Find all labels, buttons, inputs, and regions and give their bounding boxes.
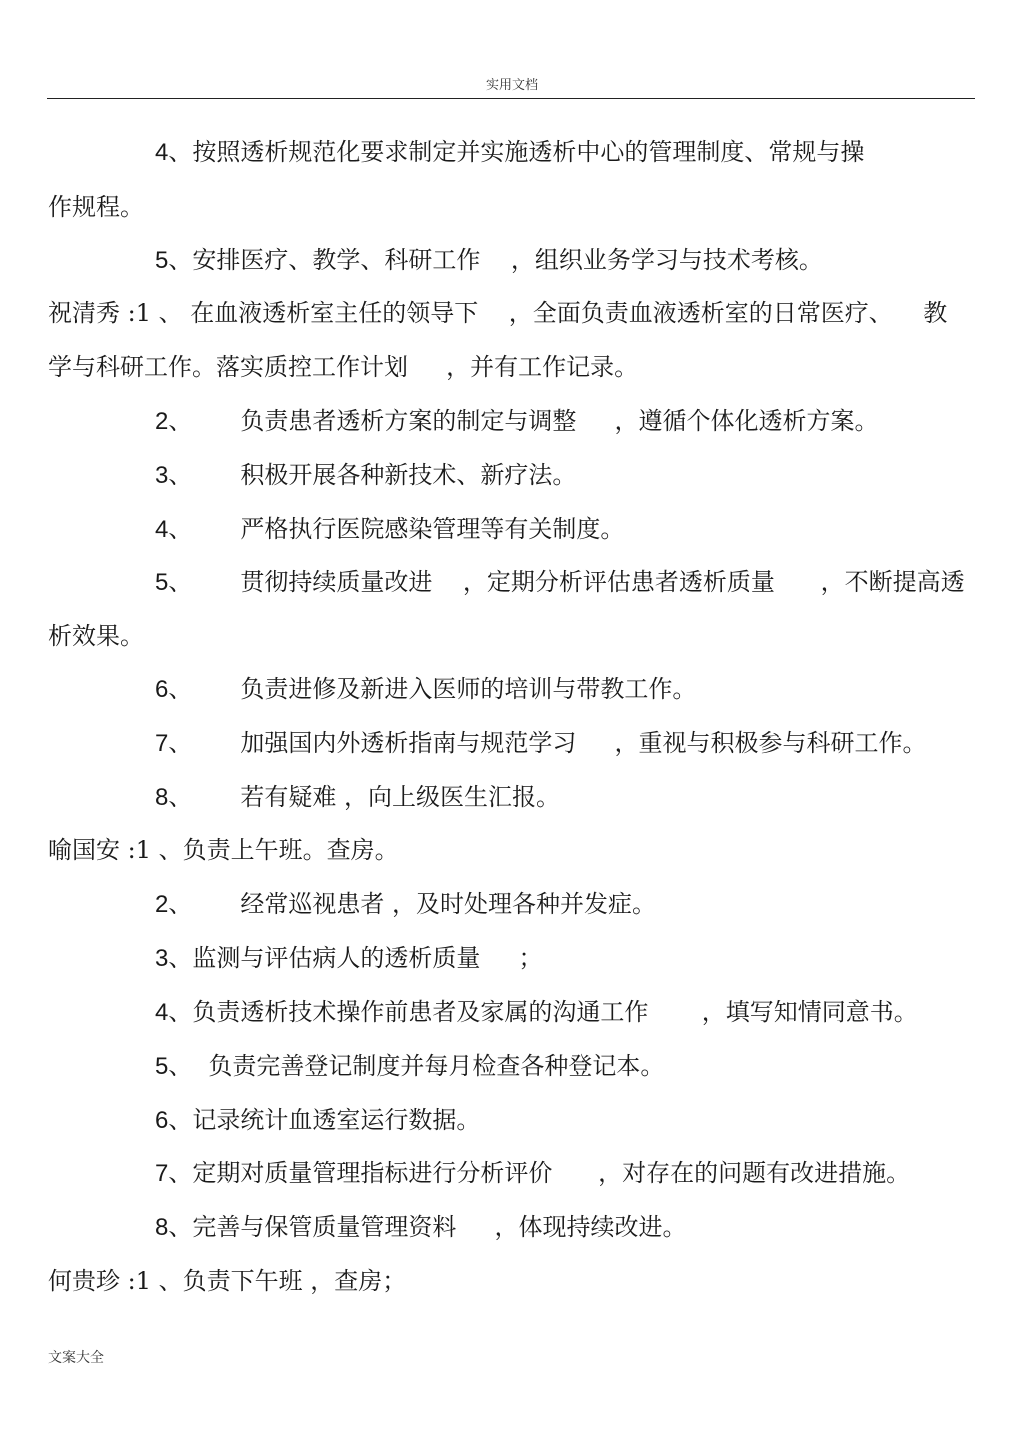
line-text: 按照透析规范化要求制定并实施透析中心的管理制度、常规与操 (192, 138, 865, 166)
line-text: 定期对质量管理指标进行分析评价 ，对存在的问题有改进措施。 (192, 1159, 911, 1187)
text-line (155, 406, 879, 437)
item-number: 5、 (155, 1053, 193, 1080)
line-text: 学与科研工作。落实质控工作计划 ，并有工作记录。 (48, 353, 639, 381)
line-text: 完善与保管质量管理资料 ，体现持续改进。 (192, 1213, 687, 1241)
line-text: 积极开展各种新技术、新疗法。 (240, 461, 577, 489)
item-number: 5、 (155, 569, 193, 596)
item-number: 6、 (155, 676, 193, 703)
line-text: 喻国安 :1 、负责上午班。查房。 (48, 836, 399, 864)
page-footer-text: 文案大全 (48, 1350, 104, 1366)
text-line (155, 997, 918, 1028)
item-number: 8、 (155, 784, 193, 811)
line-text: 负责透析技术操作前患者及家属的沟通工作 ，填写知情同意书。 (192, 998, 918, 1026)
line-text: 安排医疗、教学、科研工作 ，组织业务学习与技术考核。 (192, 246, 823, 274)
item-number: 4、 (155, 999, 193, 1026)
line-text: 记录统计血透室运行数据。 (192, 1106, 481, 1134)
item-number: 3、 (155, 945, 193, 972)
line-text: 负责患者透析方案的制定与调整 ，遵循个体化透析方案。 (240, 407, 879, 435)
text-line (155, 1158, 910, 1189)
line-text: 何贵珍 :1 、负责下午班 ，查房； (48, 1267, 407, 1295)
item-number: 7、 (155, 730, 193, 757)
text-line (155, 514, 624, 545)
line-text: 祝清秀 :1 、 在血液透析室主任的领导下 ，全面负责血液透析室的日常医疗、 教 (48, 299, 948, 327)
text-line (155, 943, 543, 974)
line-text: 加强国内外透析指南与规范学习 ，重视与积极参与科研工作。 (240, 729, 927, 757)
line-text: 贯彻持续质量改进 ，定期分析评估患者透析质量 ，不断提高透 (240, 568, 965, 596)
line-text: 经常巡视患者 ，及时处理各种并发症。 (240, 890, 656, 918)
line-text: 严格执行医院感染管理等有关制度。 (240, 515, 625, 543)
text-line (155, 728, 927, 759)
text-line (155, 567, 965, 598)
line-text: 负责进修及新进入医师的培训与带教工作。 (240, 675, 697, 703)
text-line (48, 192, 144, 222)
text-line (155, 137, 864, 168)
text-line (48, 835, 399, 865)
text-line (48, 298, 947, 328)
line-text: 负责完善登记制度并每月检查各种登记本。 (208, 1052, 665, 1080)
item-number: 4、 (155, 516, 193, 543)
item-number: 2、 (155, 891, 193, 918)
line-text: 析效果。 (48, 622, 144, 650)
header-divider (47, 98, 975, 99)
text-line (155, 1051, 664, 1082)
page-header-title: 实用文档 (485, 78, 538, 93)
text-line (155, 889, 656, 920)
item-number: 5、 (155, 247, 193, 274)
item-number: 3、 (155, 462, 193, 489)
item-number: 6、 (155, 1107, 193, 1134)
item-number: 7、 (155, 1160, 193, 1187)
text-line (48, 352, 638, 382)
text-line (155, 1212, 687, 1243)
item-number: 8、 (155, 1214, 193, 1241)
text-line (48, 621, 144, 651)
line-text: 作规程。 (48, 193, 144, 221)
text-line (155, 1105, 480, 1136)
line-text: 监测与评估病人的透析质量 ； (192, 944, 543, 972)
line-text: 若有疑难 ，向上级医生汇报。 (240, 783, 560, 811)
text-line (155, 674, 696, 705)
text-line (155, 245, 823, 276)
text-line (155, 460, 576, 491)
text-line (155, 782, 560, 813)
text-line (48, 1266, 406, 1296)
item-number: 2、 (155, 408, 193, 435)
item-number: 4、 (155, 139, 193, 166)
